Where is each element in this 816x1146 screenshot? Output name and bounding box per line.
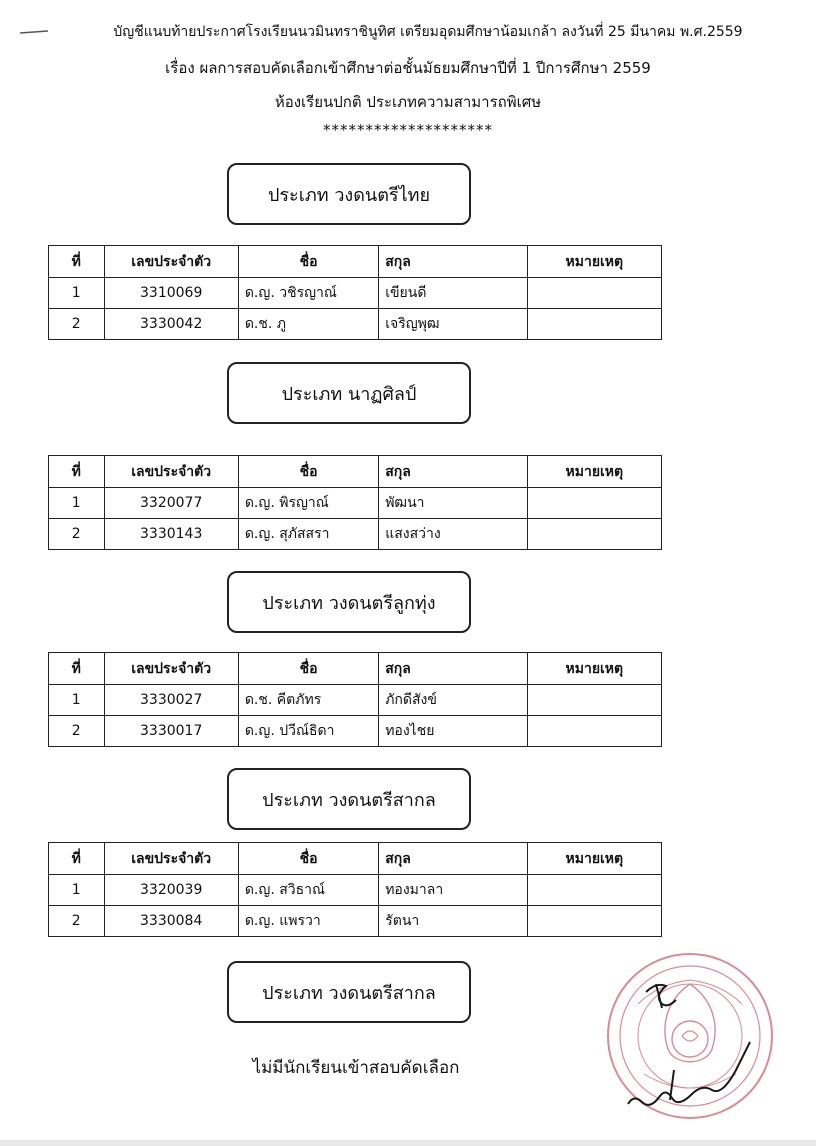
cell-no: 2	[49, 716, 105, 747]
no-students-note: ไม่มีนักเรียนเข้าสอบคัดเลือก	[252, 1058, 460, 1078]
col-surname: สกุล	[379, 246, 527, 278]
table-row	[49, 488, 662, 519]
table-row	[49, 278, 662, 309]
asterisk-divider: ********************	[323, 121, 493, 139]
cell-no: 2	[49, 906, 105, 937]
cell-surname: พัฒนา	[379, 488, 527, 519]
cell-no: 1	[49, 685, 105, 716]
cell-id: 3330143	[104, 519, 238, 550]
table-row	[49, 716, 662, 747]
cell-id: 3330042	[104, 309, 238, 340]
class-type-line: ห้องเรียนปกติ ประเภทความสามารถพิเศษ	[274, 93, 542, 111]
cell-surname: แสงสว่าง	[379, 519, 527, 550]
cell-remark	[527, 875, 661, 906]
cell-id: 3310069	[104, 278, 238, 309]
col-id: เลขประจำตัว	[104, 246, 238, 278]
cell-name: ด.ญ. พิรญาณ์	[238, 488, 378, 519]
cell-remark	[527, 488, 661, 519]
cell-id: 3330084	[104, 906, 238, 937]
table-row	[49, 685, 662, 716]
cell-no: 2	[49, 519, 105, 550]
cell-no: 1	[49, 875, 105, 906]
cell-id: 3320077	[104, 488, 238, 519]
cell-name: ด.ญ. สวิธาณ์	[238, 875, 378, 906]
col-no: ที่	[49, 456, 105, 488]
table-row	[49, 906, 662, 937]
table-header-row	[49, 653, 662, 685]
cell-name: ด.ญ. สุภัสสรา	[238, 519, 378, 550]
col-id: เลขประจำตัว	[104, 843, 238, 875]
cell-surname: ภักดีสังข์	[379, 685, 527, 716]
cell-remark	[527, 278, 661, 309]
table-header-row	[49, 246, 662, 278]
col-no: ที่	[49, 246, 105, 278]
cell-name: ด.ช. คีตภัทร	[238, 685, 378, 716]
cell-remark	[527, 906, 661, 937]
result-table-intl-band	[48, 842, 662, 937]
cell-surname: ทองมาลา	[379, 875, 527, 906]
cell-remark	[527, 685, 661, 716]
cell-id: 3330017	[104, 716, 238, 747]
cell-id: 3320039	[104, 875, 238, 906]
section-title-intl-band-2: ประเภท วงดนตรีสากล	[227, 961, 471, 1023]
result-table-dance	[48, 455, 662, 550]
cell-surname: รัตนา	[379, 906, 527, 937]
col-surname: สกุล	[379, 653, 527, 685]
col-surname: สกุล	[379, 843, 527, 875]
section-title-luk-thung: ประเภท วงดนตรีลูกทุ่ง	[227, 571, 471, 633]
col-no: ที่	[49, 653, 105, 685]
cell-remark	[527, 716, 661, 747]
cell-name: ด.ช. ภู	[238, 309, 378, 340]
handwritten-signature	[628, 984, 750, 1105]
section-title-intl-band: ประเภท วงดนตรีสากล	[227, 768, 471, 830]
col-remark: หมายเหตุ	[527, 246, 661, 278]
col-id: เลขประจำตัว	[104, 653, 238, 685]
col-id: เลขประจำตัว	[104, 456, 238, 488]
cell-no: 1	[49, 488, 105, 519]
col-name: ชื่อ	[238, 843, 378, 875]
section-title-thai-music: ประเภท วงดนตรีไทย	[227, 163, 471, 225]
table-header-row	[49, 456, 662, 488]
cell-surname: เขียนดี	[379, 278, 527, 309]
cell-name: ด.ญ. วชิรญาณ์	[238, 278, 378, 309]
cell-surname: เจริญพุฒ	[379, 309, 527, 340]
table-header-row	[49, 843, 662, 875]
cell-remark	[527, 519, 661, 550]
cell-no: 2	[49, 309, 105, 340]
cell-name: ด.ญ. ปวีณ์ธิดา	[238, 716, 378, 747]
col-name: ชื่อ	[238, 246, 378, 278]
col-name: ชื่อ	[238, 456, 378, 488]
table-row	[49, 875, 662, 906]
col-name: ชื่อ	[238, 653, 378, 685]
col-remark: หมายเหตุ	[527, 653, 661, 685]
cell-name: ด.ญ. แพรวา	[238, 906, 378, 937]
col-remark: หมายเหตุ	[527, 456, 661, 488]
section-title-dance: ประเภท นาฏศิลป์	[227, 362, 471, 424]
announcement-header: บัญชีแนบท้ายประกาศโรงเรียนนวมินทราชินูทิศ เตรียมอุดมศึกษาน้อมเกล้า ลงวันที่ 25 มีนาคม พ.ศ.2559	[113, 24, 743, 40]
result-table-thai-music	[48, 245, 662, 340]
result-table-luk-thung	[48, 652, 662, 747]
col-no: ที่	[49, 843, 105, 875]
cell-remark	[527, 309, 661, 340]
cell-id: 3330027	[104, 685, 238, 716]
table-row	[49, 519, 662, 550]
scan-edge	[0, 1140, 816, 1146]
cell-no: 1	[49, 278, 105, 309]
col-surname: สกุล	[379, 456, 527, 488]
official-seal	[598, 944, 782, 1128]
table-row	[49, 309, 662, 340]
subject-line: เรื่อง ผลการสอบคัดเลือกเข้าศึกษาต่อชั้นมัธยมศึกษาปีที่ 1 ปีการศึกษา 2559	[165, 59, 651, 77]
col-remark: หมายเหตุ	[527, 843, 661, 875]
cell-surname: ทองไชย	[379, 716, 527, 747]
